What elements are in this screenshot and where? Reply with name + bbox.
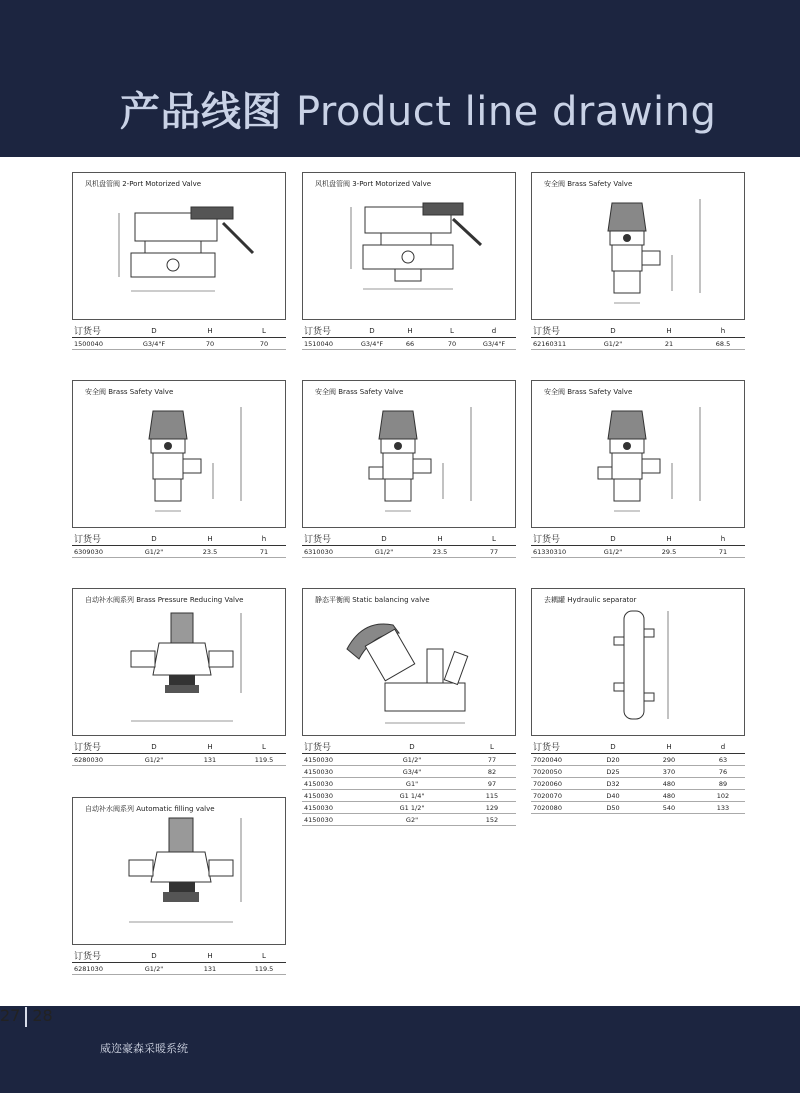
table-row (302, 778, 516, 790)
product-title: 安全阀 Brass Safety Valve (315, 388, 404, 396)
page-title (120, 80, 716, 137)
spec-cell: G1" (405, 780, 419, 788)
order-number-cell: 4150030 (304, 756, 333, 764)
spec-cell: G1/2" (144, 965, 164, 973)
table-row (531, 546, 745, 558)
spec-cell: G1/2" (374, 548, 394, 556)
spec-cell: 133 (716, 804, 730, 812)
product-drawing (73, 589, 287, 737)
column-header: L (262, 327, 266, 335)
product-drawing (73, 173, 287, 321)
spec-cell: 70 (205, 340, 215, 348)
table-row (72, 963, 286, 975)
spec-table (302, 324, 516, 350)
column-header: L (262, 952, 266, 960)
product-drawing (73, 381, 287, 529)
column-header: H (207, 743, 213, 751)
drawing-frame (531, 380, 745, 528)
order-number-label: 订货号 (74, 743, 102, 753)
spec-cell: 82 (487, 768, 497, 776)
spec-cell: 76 (718, 768, 728, 776)
column-header: h (261, 535, 267, 543)
spec-cell: 540 (662, 804, 676, 812)
spec-cell: 71 (718, 548, 728, 556)
page-numbers (0, 1006, 53, 1027)
order-number-label: 订货号 (304, 743, 332, 753)
spec-cell: 115 (485, 792, 499, 800)
column-header: H (207, 327, 213, 335)
spec-cell: 131 (203, 756, 217, 764)
spec-table (531, 324, 745, 350)
drawing-frame (302, 172, 516, 320)
spec-cell: 480 (662, 792, 676, 800)
order-number-cell: 7020070 (533, 792, 562, 800)
spec-header (302, 740, 516, 754)
drawing-frame (72, 797, 286, 945)
product-title: 风机盘管阀 2-Port Motorized Valve (85, 180, 202, 188)
column-header: D (151, 535, 157, 543)
spec-cell: G1/2" (144, 548, 164, 556)
column-header: L (262, 743, 266, 751)
spec-cell: G3/4"F (482, 340, 506, 348)
spec-header (72, 949, 286, 963)
order-number-cell: 7020060 (533, 780, 562, 788)
column-header: D (151, 327, 157, 335)
drawing-frame (72, 172, 286, 320)
order-number-cell: 4150030 (304, 768, 333, 776)
spec-table (72, 949, 286, 975)
product-drawing (303, 173, 517, 321)
column-header: D (610, 327, 616, 335)
spec-header (72, 532, 286, 546)
spec-table (302, 740, 516, 826)
column-header: D (369, 327, 375, 335)
spec-table (531, 740, 745, 814)
column-header: L (490, 743, 494, 751)
spec-header (531, 740, 745, 754)
product-drawing (532, 173, 746, 321)
order-number-label: 订货号 (533, 743, 561, 753)
product-drawing (73, 798, 287, 946)
order-number-cell: 61330310 (533, 548, 567, 556)
spec-table (72, 324, 286, 350)
spec-cell: 63 (718, 756, 728, 764)
column-header: H (407, 327, 413, 335)
spec-cell: 23.5 (202, 548, 218, 556)
table-row (302, 546, 516, 558)
footer-brand: 威迩豪森采暖系统 (100, 1042, 188, 1055)
spec-cell: G1/2" (144, 756, 164, 764)
spec-table (302, 532, 516, 558)
order-number-label: 订货号 (74, 535, 102, 545)
product-drawing (532, 381, 746, 529)
table-row (302, 338, 516, 350)
spec-cell: G2" (405, 816, 419, 824)
drawing-frame (72, 588, 286, 736)
spec-cell: 68.5 (715, 340, 731, 348)
column-header: H (207, 535, 213, 543)
spec-cell: D25 (606, 768, 620, 776)
product-drawing (532, 589, 746, 737)
column-header: H (666, 743, 672, 751)
spec-cell: 97 (487, 780, 497, 788)
table-row (302, 802, 516, 814)
spec-cell: 70 (259, 340, 269, 348)
column-header: D (409, 743, 415, 751)
spec-cell: 119.5 (254, 756, 274, 764)
spec-cell: 129 (485, 804, 499, 812)
product-title: 自动补水阀系列 Brass Pressure Reducing Valve (85, 596, 244, 604)
drawing-frame (531, 588, 745, 736)
order-number-cell: 6310030 (304, 548, 333, 556)
order-number-cell: 7020040 (533, 756, 562, 764)
column-header: D (151, 952, 157, 960)
spec-table (72, 532, 286, 558)
page-title-en: Product line drawing (296, 89, 717, 135)
order-number-cell: 1500040 (74, 340, 103, 348)
product-title: 静态平衡阀 Static balancing valve (315, 596, 430, 604)
product-title: 去耦罐 Hydraulic separator (544, 596, 637, 604)
order-number-cell: 7020050 (533, 768, 562, 776)
spec-cell: 77 (489, 548, 499, 556)
table-row (531, 754, 745, 766)
order-number-cell: 4150030 (304, 804, 333, 812)
column-header: H (666, 535, 672, 543)
order-number-cell: 7020080 (533, 804, 562, 812)
spec-cell: 290 (662, 756, 676, 764)
order-number-cell: 4150030 (304, 792, 333, 800)
spec-cell: G3/4" (402, 768, 422, 776)
table-row (531, 802, 745, 814)
product-title: 安全阀 Brass Safety Valve (544, 388, 633, 396)
drawing-frame (531, 172, 745, 320)
table-row (302, 766, 516, 778)
order-number-label: 订货号 (74, 327, 102, 337)
page-number-divider (25, 1007, 27, 1027)
table-row (531, 766, 745, 778)
product-title: 安全阀 Brass Safety Valve (544, 180, 633, 188)
spec-header (531, 324, 745, 338)
order-number-cell: 1510040 (304, 340, 333, 348)
spec-cell: 152 (485, 816, 499, 824)
table-row (531, 790, 745, 802)
column-header: H (207, 952, 213, 960)
spec-cell: 71 (259, 548, 269, 556)
spec-header (72, 324, 286, 338)
column-header: D (381, 535, 387, 543)
spec-cell: 66 (405, 340, 415, 348)
table-row (72, 754, 286, 766)
table-row (302, 814, 516, 826)
spec-cell: D50 (606, 804, 620, 812)
spec-cell: 29.5 (661, 548, 677, 556)
column-header: L (492, 535, 496, 543)
order-number-label: 订货号 (533, 327, 561, 337)
spec-cell: G3/4"F (360, 340, 384, 348)
order-number-label: 订货号 (74, 952, 102, 962)
column-header: d (720, 743, 726, 751)
spec-cell: 23.5 (432, 548, 448, 556)
page-number-left: 27 (0, 1006, 21, 1025)
product-drawing (303, 381, 517, 529)
product-title: 安全阀 Brass Safety Valve (85, 388, 174, 396)
spec-header (302, 532, 516, 546)
order-number-cell: 4150030 (304, 816, 333, 824)
product-drawing (303, 589, 517, 737)
table-row (72, 338, 286, 350)
order-number-label: 订货号 (533, 535, 561, 545)
spec-cell: 70 (447, 340, 457, 348)
column-header: L (450, 327, 454, 335)
product-title: 自动补水阀系列 Automatic filling valve (85, 805, 215, 813)
spec-cell: 21 (664, 340, 674, 348)
table-row (531, 778, 745, 790)
column-header: h (720, 327, 726, 335)
order-number-label: 订货号 (304, 535, 332, 545)
spec-header (531, 532, 745, 546)
spec-table (531, 532, 745, 558)
spec-cell: 89 (718, 780, 728, 788)
spec-header (302, 324, 516, 338)
spec-cell: 131 (203, 965, 217, 973)
column-header: D (151, 743, 157, 751)
drawing-frame (72, 380, 286, 528)
table-row (72, 546, 286, 558)
column-header: D (610, 743, 616, 751)
column-header: H (437, 535, 443, 543)
spec-cell: G3/4"F (142, 340, 166, 348)
order-number-cell: 6280030 (74, 756, 103, 764)
spec-cell: 480 (662, 780, 676, 788)
spec-cell: G1/2" (603, 548, 623, 556)
spec-cell: 102 (716, 792, 730, 800)
order-number-label: 订货号 (304, 327, 332, 337)
order-number-cell: 4150030 (304, 780, 333, 788)
column-header: h (720, 535, 726, 543)
spec-table (72, 740, 286, 766)
table-row (531, 338, 745, 350)
spec-cell: G1/2" (603, 340, 623, 348)
drawing-frame (302, 588, 516, 736)
spec-cell: D20 (606, 756, 620, 764)
order-number-cell: 62160311 (533, 340, 567, 348)
column-header: D (610, 535, 616, 543)
page-header (0, 0, 800, 157)
page-title-cn: 产品线图 (120, 89, 282, 135)
spec-cell: D32 (606, 780, 620, 788)
spec-header (72, 740, 286, 754)
product-title: 风机盘管阀 3-Port Motorized Valve (315, 180, 432, 188)
spec-cell: G1 1/2" (399, 804, 425, 812)
spec-cell: G1/2" (402, 756, 422, 764)
drawing-frame (302, 380, 516, 528)
column-header: H (666, 327, 672, 335)
page-number-right: 28 (32, 1006, 53, 1025)
spec-cell: 370 (662, 768, 676, 776)
order-number-cell: 6281030 (74, 965, 103, 973)
spec-cell: G1 1/4" (399, 792, 425, 800)
order-number-cell: 6309030 (74, 548, 103, 556)
spec-cell: 119.5 (254, 965, 274, 973)
spec-cell: D40 (606, 792, 620, 800)
spec-cell: 77 (487, 756, 497, 764)
table-row (302, 790, 516, 802)
table-row (302, 754, 516, 766)
column-header: d (491, 327, 497, 335)
